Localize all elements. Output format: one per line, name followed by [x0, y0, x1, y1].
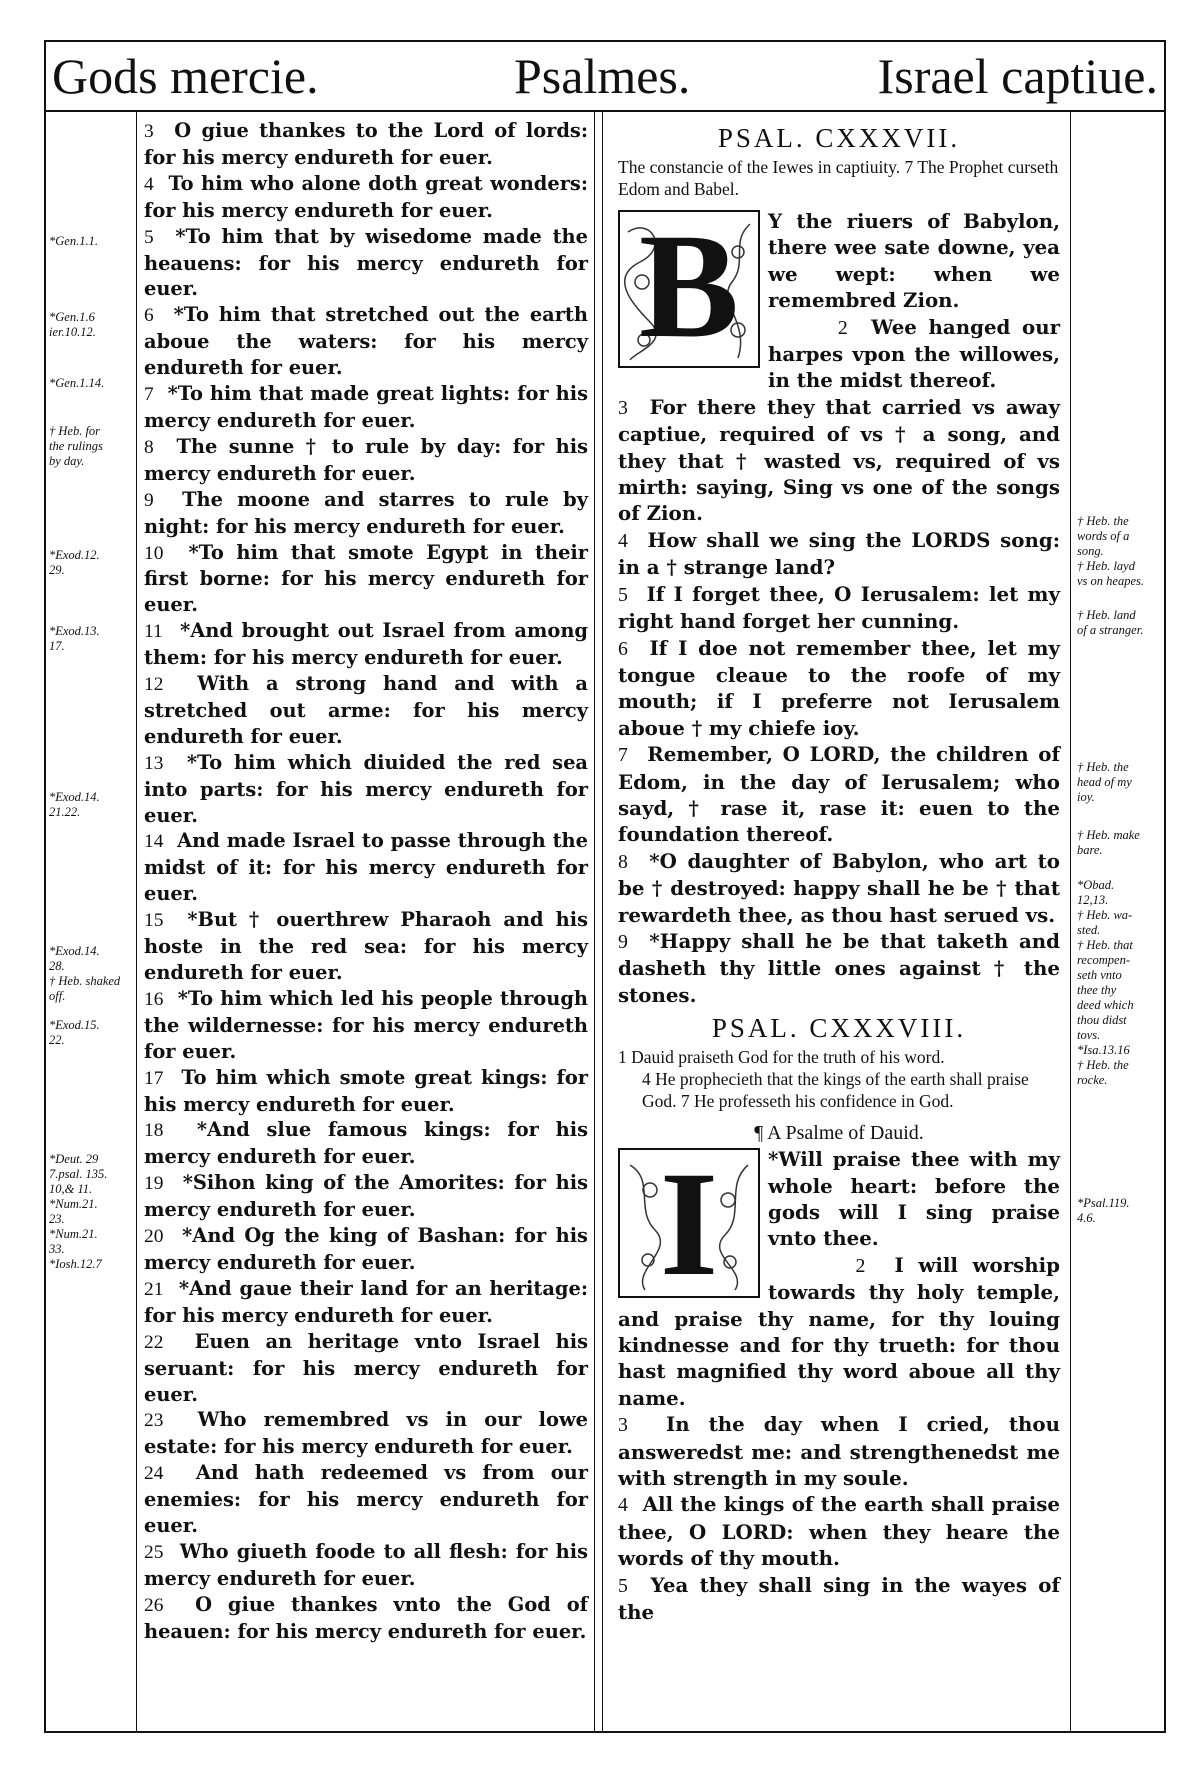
margin-note: *Psal.119. 4.6.	[1077, 1196, 1130, 1225]
right-margin-rule	[1070, 112, 1071, 1731]
verse: 6 If I doe not remember thee, let my tongue cleaue to the roofe of my mouth; if I preferre not Ierusalem aboue † my chiefe ioy.	[618, 635, 1060, 740]
verse: 24 And hath redeemed vs from our enemies: for his mercy endureth for euer.	[144, 1461, 588, 1538]
margin-note: *Obad. 12,13. † Heb. wa- sted. † Heb. that recompen- seth vnto thee thy deed which thou didst tovs. *Isa.13.16 † Heb. the rocke.	[1077, 878, 1134, 1087]
psalm-title: PSAL. CXXXVIII.	[711, 1013, 967, 1044]
psalm-argument: The constancie of the Iewes in captiuity. 7 The Prophet curseth Edom and Babel.	[618, 157, 1059, 199]
page-frame	[44, 40, 1166, 1733]
column-rule	[594, 112, 595, 1731]
column-rule-inner	[602, 112, 603, 1731]
verse: 18 *And slue famous kings: for his mercy endureth for euer.	[144, 1118, 588, 1169]
verse: 5 If I forget thee, O Ierusalem: let my right hand forget her cunning.	[618, 581, 1060, 634]
verse: 2 Wee hanged our harpes vpon the willowes, in the midst thereof.	[768, 314, 1061, 393]
verse: 19 *Sihon king of the Amorites: for his mercy endureth for euer.	[144, 1171, 588, 1222]
verse: 21 *And gaue their land for an heritage: for his mercy endureth for euer.	[144, 1276, 588, 1327]
verse: 23 Who remembred vs in our lowe estate: for his mercy endureth for euer.	[144, 1408, 588, 1459]
margin-note: *Exod.13. 17.	[49, 624, 100, 653]
margin-note: † Heb. the words of a song. † Heb. layd vs on heapes.	[1077, 514, 1144, 588]
margin-note: *Exod.14. 21.22.	[49, 790, 100, 819]
verse: 7 Remember, O LORD, the children of Edom, in the day of Ierusalem; who sayd, † rase it, rase it: euen to the foundation thereof.	[618, 742, 1060, 847]
verse: 5 *To him that by wisedome made the heauens: for his mercy endureth for euer.	[144, 224, 588, 301]
left-margin	[46, 112, 136, 1731]
decorated-initial	[618, 203, 760, 369]
header-left: Gods mercie.	[52, 48, 319, 104]
verse: 4 All the kings of the earth shall praise thee, O LORD: when they heare the words of thy mouth.	[618, 1492, 1060, 1571]
margin-note: *Exod.15. 22.	[49, 1018, 100, 1047]
verse: 15 *But † ouerthrew Pharaoh and his hoste in the red sea: for his mercy endureth for euer.	[144, 908, 588, 984]
initial-letter: B	[638, 203, 740, 369]
verse: 5 Yea they shall sing in the wayes of the	[618, 1572, 1060, 1625]
verse: 2 I will worship towards thy holy temple, and praise thy name, for thy louing kindnesse and for thy trueth: for thou hast magnified thy word aboue all thy name.	[618, 1252, 1061, 1410]
margin-note: *Exod.12. 29.	[49, 548, 100, 577]
margin-note: *Gen.1.14.	[49, 376, 105, 390]
margin-note: † Heb. the head of my ioy.	[1077, 760, 1132, 804]
verse: 3 In the day when I cried, thou answeredst me: and strengthenedst me with strength in my soule.	[618, 1412, 1060, 1491]
margin-note: *Deut. 29 7.psal. 135. 10,& 11. *Num.21. 23. *Num.21. 33. *Iosh.12.7	[49, 1152, 108, 1271]
verse: 26 O giue thankes vnto the God of heauen: for his mercy endureth for euer.	[144, 1592, 588, 1643]
decorated-initial	[618, 1141, 760, 1308]
verse: 3 For there they that carried vs away captiue, required of vs † a song, and they that † wasted vs, required of vs mirth: saying, Sing vs one of the songs of Zion.	[618, 394, 1060, 526]
right-margin	[1074, 112, 1166, 1731]
header-right: Israel captiue.	[877, 48, 1158, 104]
margin-note: *Exod.14. 28. † Heb. shaked off.	[49, 944, 121, 1003]
column-right	[618, 118, 1060, 1626]
verse: 4 How shall we sing the LORDS song: in a † strange land?	[618, 527, 1061, 580]
verse: 25 Who giueth foode to all flesh: for his mercy endureth for euer.	[144, 1539, 588, 1590]
psalm-argument: 4 He prophecieth that the kings of the earth shall praise God. 7 He professeth his confidence in God.	[642, 1069, 1029, 1112]
margin-note: *Gen.1.1.	[49, 234, 98, 248]
margin-note: *Gen.1.6 ier.10.12.	[49, 310, 96, 339]
verse: 13 *To him which diuided the red sea into parts: for his mercy endureth for euer.	[144, 750, 588, 827]
verse: 8 *O daughter of Babylon, who art to be † destroyed: happy shall he be † that rewardeth thee, as thou hast serued vs.	[618, 848, 1060, 927]
verse: 7 *To him that made great lights: for his mercy endureth for euer.	[144, 382, 588, 432]
initial-letter: I	[659, 1141, 719, 1308]
verse: 11 *And brought out Israel from among them: for his mercy endureth for euer.	[144, 619, 588, 670]
verse: 16 *To him which led his people through the wildernesse: for his mercy endureth for euer.	[144, 986, 588, 1063]
verse: 14 And made Israel to passe through the midst of it: for his mercy endureth for euer.	[144, 829, 588, 906]
verse: *Will praise thee with my whole heart: before the gods will I sing praise vnto thee.	[768, 1147, 1060, 1251]
verse: 17 To him which smote great kings: for his mercy endureth for euer.	[144, 1065, 588, 1116]
verse: Y the riuers of Babylon, there wee sate downe, yea we wept: when we remembred Zion.	[768, 209, 1060, 313]
psalm-title: PSAL. CXXXVII.	[717, 123, 961, 153]
running-header	[46, 42, 1164, 112]
verse: 9 *Happy shall he be that taketh and dasheth thy little ones against † the stones.	[618, 928, 1060, 1007]
verse: 6 *To him that stretched out the earth aboue the waters: for his mercy endureth for euer.	[144, 303, 588, 380]
verse: 9 The moone and starres to rule by night: for his mercy endureth for euer.	[144, 487, 588, 538]
verse: 12 With a strong hand and with a stretched out arme: for his mercy endureth for euer.	[144, 672, 588, 748]
psalm-subhead: ¶ A Psalme of Dauid.	[754, 1122, 924, 1145]
header-center: Psalmes.	[514, 48, 691, 104]
verse: 10 *To him that smote Egypt in their first borne: for his mercy endureth for euer.	[144, 540, 588, 617]
left-margin-rule	[136, 112, 137, 1731]
margin-note: † Heb. for the rulings by day.	[49, 424, 103, 468]
verse: 3 O giue thankes to the Lord of lords: for his mercy endureth for euer.	[144, 119, 588, 169]
margin-note: † Heb. make bare.	[1077, 828, 1140, 857]
verse: 4 To him who alone doth great wonders: for his mercy endureth for euer.	[144, 171, 588, 222]
verse: 22 Euen an heritage vnto Israel his seruant: for his mercy endureth for euer.	[144, 1329, 588, 1406]
verse: 8 The sunne † to rule by day: for his mercy endureth for euer.	[144, 434, 588, 485]
margin-note: † Heb. land of a stranger.	[1077, 608, 1144, 637]
column-left	[144, 118, 588, 1645]
verse: 20 *And Og the king of Bashan: for his mercy endureth for euer.	[144, 1224, 588, 1274]
psalm-argument: 1 Dauid praiseth God for the truth of his word.	[618, 1047, 945, 1068]
